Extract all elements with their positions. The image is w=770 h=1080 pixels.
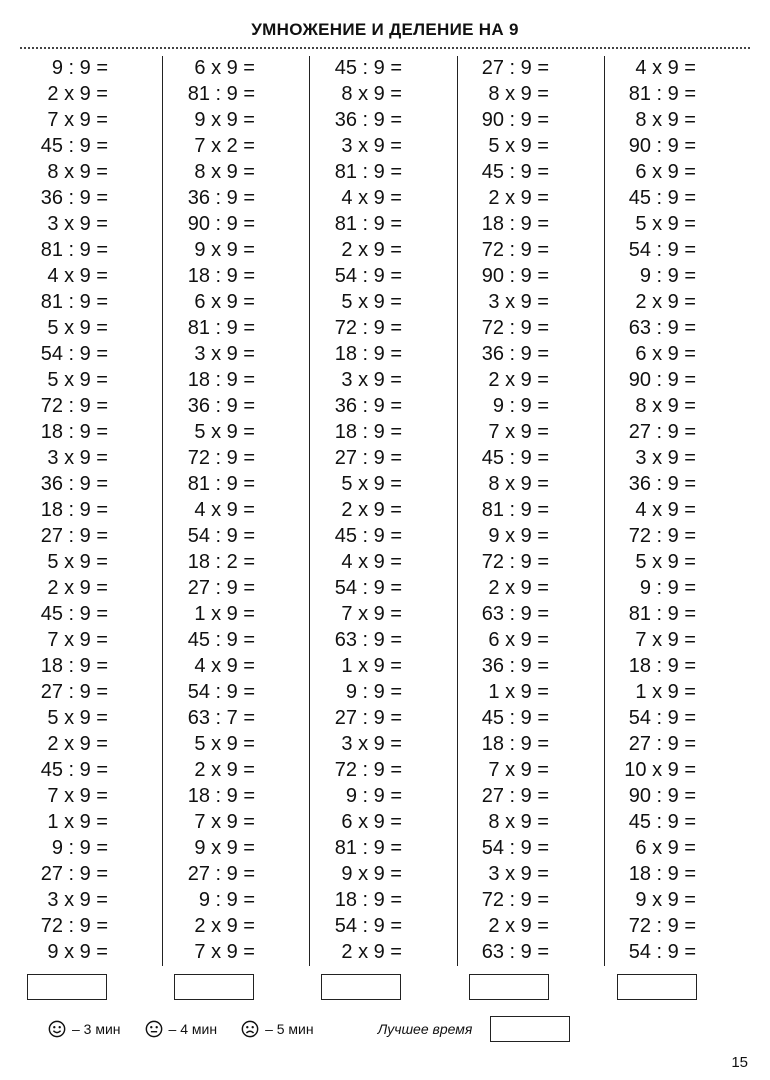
- exercise-item: 5 x 9 =: [194, 733, 255, 755]
- exercise-item: 8 x 9 =: [635, 109, 696, 131]
- exercise-item: 54 : 9 =: [187, 681, 255, 703]
- exercise-item: 36 : 9 =: [481, 655, 549, 677]
- exercise-item: 45 : 9 =: [481, 447, 549, 469]
- exercise-item: 2 x 9 =: [488, 915, 549, 937]
- time-box-column-2[interactable]: [174, 974, 254, 1000]
- exercise-item: 90 : 9 =: [481, 109, 549, 131]
- exercise-item: 81 : 9 =: [628, 603, 696, 625]
- exercise-item: 54 : 9 =: [628, 239, 696, 261]
- exercise-item: 7 x 9 =: [635, 629, 696, 651]
- smiley-face-icon: [48, 1020, 66, 1038]
- exercise-item: 3 x 9 =: [341, 369, 402, 391]
- exercise-item: 1 x 9 =: [488, 681, 549, 703]
- exercise-item: 45 : 9 =: [334, 525, 402, 547]
- exercise-item: 1 x 9 =: [635, 681, 696, 703]
- exercise-item: 4 x 9 =: [341, 187, 402, 209]
- column-divider: [457, 56, 458, 966]
- exercise-item: 2 x 9 =: [47, 83, 108, 105]
- exercise-item: 54 : 9 =: [187, 525, 255, 547]
- exercise-item: 9 x 9 =: [488, 525, 549, 547]
- exercise-item: 4 x 9 =: [635, 499, 696, 521]
- exercise-item: 7 x 9 =: [194, 811, 255, 833]
- exercise-column-2: [130, 55, 260, 965]
- exercise-item: 3 x 9 =: [47, 213, 108, 235]
- exercise-item: 45 : 9 =: [481, 161, 549, 183]
- exercise-item: 9 : 9 =: [51, 837, 108, 859]
- exercise-item: 5 x 9 =: [488, 135, 549, 157]
- exercise-item: 2 x 9 =: [341, 941, 402, 963]
- exercise-column-5: [571, 55, 701, 965]
- exercise-item: 27 : 9 =: [628, 421, 696, 443]
- exercise-item: 3 x 9 =: [47, 889, 108, 911]
- exercise-item: 18 : 9 =: [334, 889, 402, 911]
- exercise-item: 18 : 9 =: [40, 655, 108, 677]
- exercise-item: 8 x 9 =: [488, 83, 549, 105]
- exercise-item: 9 : 9 =: [639, 265, 696, 287]
- time-legend: [48, 1018, 570, 1040]
- exercise-item: 18 : 9 =: [40, 499, 108, 521]
- exercise-item: 81 : 9 =: [187, 473, 255, 495]
- exercise-item: 90 : 9 =: [481, 265, 549, 287]
- exercise-item: 45 : 9 =: [187, 629, 255, 651]
- exercise-item: 36 : 9 =: [628, 473, 696, 495]
- exercise-item: 3 x 9 =: [341, 733, 402, 755]
- exercise-item: 81 : 9 =: [187, 317, 255, 339]
- column-divider: [309, 56, 310, 966]
- time-box-column-5[interactable]: [617, 974, 697, 1000]
- exercise-item: 2 x 9 =: [635, 291, 696, 313]
- exercise-item: 63 : 9 =: [481, 941, 549, 963]
- exercise-item: 45 : 9 =: [40, 603, 108, 625]
- exercise-item: 63 : 9 =: [481, 603, 549, 625]
- exercise-item: 18 : 9 =: [628, 863, 696, 885]
- exercise-item: 27 : 9 =: [628, 733, 696, 755]
- time-box-column-1[interactable]: [27, 974, 107, 1000]
- exercise-item: 7 x 9 =: [47, 785, 108, 807]
- exercise-item: 3 x 9 =: [194, 343, 255, 365]
- legend-happy-text: – 3 мин: [72, 1021, 121, 1037]
- exercise-item: 54 : 9 =: [334, 577, 402, 599]
- exercise-item: 54 : 9 =: [334, 915, 402, 937]
- legend-neutral: [145, 1020, 218, 1038]
- exercise-item: 6 x 9 =: [488, 629, 549, 651]
- exercise-item: 72 : 9 =: [40, 915, 108, 937]
- exercise-item: 45 : 9 =: [628, 811, 696, 833]
- exercise-item: 8 x 9 =: [488, 811, 549, 833]
- exercise-item: 36 : 9 =: [187, 187, 255, 209]
- exercise-item: 72 : 9 =: [334, 759, 402, 781]
- exercise-column-3: [277, 55, 407, 965]
- exercise-item: 2 x 9 =: [488, 187, 549, 209]
- exercise-item: 9 x 9 =: [635, 889, 696, 911]
- exercise-item: 4 x 9 =: [341, 551, 402, 573]
- exercise-item: 9 : 9 =: [492, 395, 549, 417]
- exercise-item: 5 x 9 =: [47, 551, 108, 573]
- exercise-item: 63 : 9 =: [628, 317, 696, 339]
- exercise-item: 6 x 9 =: [635, 343, 696, 365]
- exercise-item: 36 : 9 =: [334, 395, 402, 417]
- exercise-item: 6 x 9 =: [341, 811, 402, 833]
- exercise-item: 27 : 9 =: [40, 863, 108, 885]
- exercise-item: 27 : 9 =: [334, 447, 402, 469]
- exercise-item: 27 : 9 =: [187, 577, 255, 599]
- exercise-item: 6 x 9 =: [635, 837, 696, 859]
- exercise-item: 81 : 9 =: [481, 499, 549, 521]
- exercise-item: 36 : 9 =: [40, 473, 108, 495]
- exercise-item: 5 x 9 =: [47, 369, 108, 391]
- exercise-item: 8 x 9 =: [488, 473, 549, 495]
- exercise-item: 72 : 9 =: [481, 317, 549, 339]
- exercise-item: 45 : 9 =: [334, 57, 402, 79]
- exercise-item: 9 x 9 =: [194, 239, 255, 261]
- exercise-item: 4 x 9 =: [635, 57, 696, 79]
- sad-face-icon: [241, 1020, 259, 1038]
- exercise-item: 81 : 9 =: [628, 83, 696, 105]
- exercise-item: 9 : 9 =: [639, 577, 696, 599]
- exercise-item: 36 : 9 =: [40, 187, 108, 209]
- exercise-item: 36 : 9 =: [334, 109, 402, 131]
- exercise-item: 18 : 9 =: [481, 213, 549, 235]
- exercise-item: 9 : 9 =: [345, 785, 402, 807]
- legend-sad-text: – 5 мин: [265, 1021, 314, 1037]
- exercise-item: 7 x 9 =: [194, 941, 255, 963]
- exercise-item: 27 : 9 =: [481, 57, 549, 79]
- exercise-item: 9 x 9 =: [341, 863, 402, 885]
- exercise-item: 72 : 9 =: [628, 525, 696, 547]
- exercise-item: 2 x 9 =: [194, 915, 255, 937]
- exercise-item: 7 x 9 =: [488, 421, 549, 443]
- exercise-item: 27 : 9 =: [481, 785, 549, 807]
- time-box-column-4[interactable]: [469, 974, 549, 1000]
- legend-sad: [241, 1020, 314, 1038]
- exercise-item: 2 x 9 =: [488, 369, 549, 391]
- exercise-item: 54 : 9 =: [334, 265, 402, 287]
- exercise-item: 5 x 9 =: [194, 421, 255, 443]
- exercise-item: 7 x 9 =: [488, 759, 549, 781]
- exercise-item: 27 : 9 =: [40, 525, 108, 547]
- exercise-item: 72 : 9 =: [481, 239, 549, 261]
- exercise-item: 3 x 9 =: [488, 291, 549, 313]
- exercise-item: 81 : 9 =: [40, 291, 108, 313]
- exercise-item: 18 : 9 =: [481, 733, 549, 755]
- exercise-item: 81 : 9 =: [334, 161, 402, 183]
- exercise-item: 2 x 9 =: [194, 759, 255, 781]
- exercise-item: 27 : 9 =: [40, 681, 108, 703]
- exercise-item: 4 x 9 =: [194, 499, 255, 521]
- exercise-item: 81 : 9 =: [187, 83, 255, 105]
- exercise-item: 7 x 9 =: [47, 629, 108, 651]
- exercise-column-4: [424, 55, 554, 965]
- exercise-item: 2 x 9 =: [47, 577, 108, 599]
- exercise-item: 81 : 9 =: [334, 837, 402, 859]
- exercise-item: 2 x 9 =: [47, 733, 108, 755]
- exercise-item: 8 x 9 =: [341, 83, 402, 105]
- exercise-item: 6 x 9 =: [194, 57, 255, 79]
- exercise-item: 81 : 9 =: [334, 213, 402, 235]
- exercise-item: 54 : 9 =: [628, 707, 696, 729]
- exercise-item: 5 x 9 =: [341, 473, 402, 495]
- exercise-item: 54 : 9 =: [40, 343, 108, 365]
- exercise-item: 3 x 9 =: [635, 447, 696, 469]
- exercise-item: 6 x 9 =: [635, 161, 696, 183]
- page-title: УМНОЖЕНИЕ И ДЕЛЕНИЕ НА 9: [251, 20, 519, 39]
- exercise-item: 9 : 9 =: [198, 889, 255, 911]
- exercise-item: 3 x 9 =: [488, 863, 549, 885]
- legend-happy: [48, 1020, 121, 1038]
- exercise-item: 90 : 9 =: [628, 785, 696, 807]
- exercise-item: 18 : 9 =: [334, 421, 402, 443]
- exercise-item: 2 x 9 =: [341, 239, 402, 261]
- exercise-item: 2 x 9 =: [488, 577, 549, 599]
- exercise-item: 18 : 9 =: [40, 421, 108, 443]
- exercise-item: 36 : 9 =: [481, 343, 549, 365]
- exercise-item: 72 : 9 =: [40, 395, 108, 417]
- dotted-divider: [20, 47, 750, 49]
- exercise-item: 9 x 9 =: [194, 837, 255, 859]
- exercise-item: 72 : 9 =: [187, 447, 255, 469]
- exercise-item: 54 : 9 =: [481, 837, 549, 859]
- exercise-item: 10 x 9 =: [624, 759, 696, 781]
- exercise-item: 7 x 9 =: [47, 109, 108, 131]
- exercise-item: 5 x 9 =: [635, 213, 696, 235]
- exercise-item: 1 x 9 =: [194, 603, 255, 625]
- exercise-item: 6 x 9 =: [194, 291, 255, 313]
- exercise-item: 54 : 9 =: [628, 941, 696, 963]
- exercise-item: 5 x 9 =: [341, 291, 402, 313]
- exercise-item: 72 : 9 =: [481, 889, 549, 911]
- exercise-item: 8 x 9 =: [47, 161, 108, 183]
- exercise-item: 4 x 9 =: [194, 655, 255, 677]
- exercise-item: 9 : 9 =: [51, 57, 108, 79]
- exercise-item: 7 x 2 =: [194, 135, 255, 157]
- best-time-box[interactable]: [490, 1016, 570, 1042]
- exercise-item: 4 x 9 =: [47, 265, 108, 287]
- exercise-item: 72 : 9 =: [481, 551, 549, 573]
- exercise-item: 8 x 9 =: [635, 395, 696, 417]
- exercise-item: 18 : 2 =: [187, 551, 255, 573]
- exercise-item: 72 : 9 =: [334, 317, 402, 339]
- page-number: 15: [731, 1054, 748, 1071]
- exercise-item: 18 : 9 =: [187, 369, 255, 391]
- exercise-item: 45 : 9 =: [481, 707, 549, 729]
- exercise-item: 18 : 9 =: [628, 655, 696, 677]
- neutral-face-icon: [145, 1020, 163, 1038]
- exercise-item: 63 : 7 =: [187, 707, 255, 729]
- legend-neutral-text: – 4 мин: [168, 1021, 218, 1037]
- exercise-item: 1 x 9 =: [47, 811, 108, 833]
- exercise-item: 45 : 9 =: [40, 135, 108, 157]
- exercise-item: 45 : 9 =: [628, 187, 696, 209]
- exercise-item: 27 : 9 =: [187, 863, 255, 885]
- column-divider: [162, 56, 163, 966]
- exercise-item: 90 : 9 =: [628, 369, 696, 391]
- exercise-item: 9 : 9 =: [345, 681, 402, 703]
- exercise-item: 36 : 9 =: [187, 395, 255, 417]
- exercise-item: 3 x 9 =: [47, 447, 108, 469]
- time-box-column-3[interactable]: [321, 974, 401, 1000]
- exercise-item: 8 x 9 =: [194, 161, 255, 183]
- exercise-item: 18 : 9 =: [334, 343, 402, 365]
- exercise-item: 90 : 9 =: [187, 213, 255, 235]
- exercise-item: 45 : 9 =: [40, 759, 108, 781]
- exercise-item: 7 x 9 =: [341, 603, 402, 625]
- exercise-item: 72 : 9 =: [628, 915, 696, 937]
- column-divider: [604, 56, 605, 966]
- exercise-item: 1 x 9 =: [341, 655, 402, 677]
- exercise-item: 27 : 9 =: [334, 707, 402, 729]
- exercise-item: 2 x 9 =: [341, 499, 402, 521]
- exercise-item: 63 : 9 =: [334, 629, 402, 651]
- exercise-column-1: [0, 55, 113, 965]
- best-time-label: Лучшее время: [377, 1021, 473, 1037]
- exercise-item: 81 : 9 =: [40, 239, 108, 261]
- exercise-item: 3 x 9 =: [341, 135, 402, 157]
- exercise-item: 90 : 9 =: [628, 135, 696, 157]
- exercise-item: 5 x 9 =: [635, 551, 696, 573]
- exercise-item: 9 x 9 =: [47, 941, 108, 963]
- exercise-item: 5 x 9 =: [47, 317, 108, 339]
- exercise-item: 18 : 9 =: [187, 265, 255, 287]
- exercise-item: 9 x 9 =: [194, 109, 255, 131]
- exercise-item: 5 x 9 =: [47, 707, 108, 729]
- exercise-item: 18 : 9 =: [187, 785, 255, 807]
